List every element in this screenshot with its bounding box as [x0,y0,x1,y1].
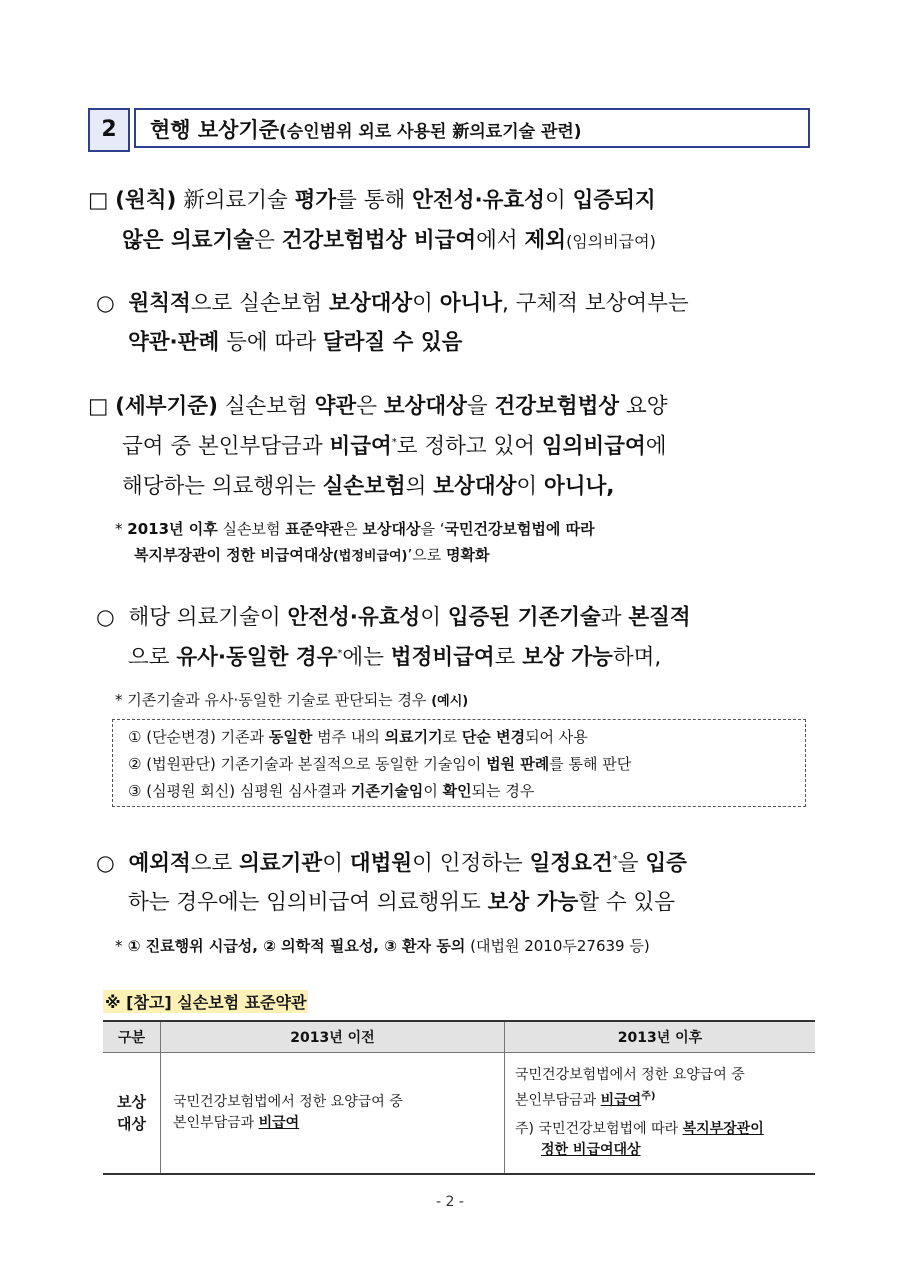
p1-em: 건강보험법상 비급여 [281,228,477,253]
note1-text: ’으로 [407,546,447,564]
p3-em: 보상대상 [383,394,467,419]
cell-text: 본인부담금과 [515,1092,601,1109]
page-number: - 2 - [436,1194,464,1210]
p5-em: 입증 [645,851,687,876]
p3-em: 비급여 [329,434,392,459]
row-head-line: 보상 [117,1093,146,1111]
p4-em: 입증된 기존기술 [447,605,601,630]
p5-text: 할 수 있음 [578,890,675,915]
p4-text: 으로 [128,645,177,670]
p5-text: 하는 경우에는 임의비급여 의료행위도 [128,890,488,915]
p3-text: 로 정하고 있어 [396,434,542,459]
section-title-main: 현행 보상기준 [150,118,280,142]
p1-em: 안전성·유효성 [412,188,545,213]
p3-text: 급여 중 본인부담금과 [122,434,330,459]
note2 [115,689,468,710]
note1-line2 [134,544,490,565]
section-title [134,108,810,148]
ex-text: 되어 사용 [525,728,588,746]
note1-em: 2013년 이후 [127,520,218,538]
footnote-star: * [391,436,397,448]
section-number: 2 [88,108,130,152]
note1-em: 표준약관 [285,520,344,538]
example-item-1 [128,726,588,747]
p5-em: 예외적 [128,851,191,876]
p2-em: 보상대상 [329,291,413,316]
p3-line3 [122,469,614,500]
p3-text: 의 [405,474,434,499]
p2-text: 이 [412,291,440,316]
p1-paren: (임의비급여) [566,232,656,251]
table-header-cell: 구분 [103,1021,161,1053]
p4-text: 과 [600,605,629,630]
ex-text: 로 [442,728,462,746]
p5-line2 [128,885,675,916]
p5-text: 으로 [190,851,240,876]
p3-label: (세부기준) [115,394,218,419]
table-cell-before [161,1053,505,1175]
p5-em: 대법원 [349,851,413,876]
footnote-star: * [612,853,618,865]
p1-text: 에서 [476,228,525,253]
p3-line2 [122,429,667,460]
note1-em: 복지부장관이 정한 비급여대상 [134,546,333,564]
ex-em: 단순 변경 [461,728,526,746]
p1-text: 이 [544,188,573,213]
note1-paren: (법정비급여) [332,549,408,564]
example-item-2 [128,753,631,774]
p3-em: 임의비급여 [541,434,646,459]
ex-em: 동일한 [268,728,313,746]
p4-em: 유사·동일한 경우 [176,645,338,670]
ex-em: 확인 [442,782,472,800]
ex-em: 법원 판례 [486,755,550,773]
table-row-head [103,1053,161,1175]
section-title-sub: (승인범위 외로 사용된 新의료기술 관련) [279,122,582,142]
p1-label: (원칙) [115,188,177,213]
cell-underline: 정한 비급여대상 [541,1142,641,1159]
p5-text: 을 [617,851,646,876]
p4-text: 이 [420,605,448,630]
p2-line1 [96,286,689,317]
p1-text: 를 통해 [336,188,413,213]
note1-text: 을 ‘ [420,520,445,538]
note3-text: (대법원 2010두27639 등) [465,937,650,955]
cell-line [173,1113,503,1134]
note-star: * [115,520,123,538]
table-row [103,1053,815,1175]
note1-text: 은 [343,520,363,538]
reference-title: ※ [참고] 실손보험 표준약관 [103,990,308,1013]
p2-text: 등에 따라 [219,330,323,355]
example-item-3 [128,780,534,801]
p1-line1 [88,183,656,214]
p1-em: 입증되지 [572,188,656,213]
ex-text: ① (단순변경) 기존과 [128,728,269,746]
p4-line1 [96,600,691,631]
ex-text: 범주 내의 [312,728,385,746]
note3 [115,935,650,956]
p4-em: 법정비급여 [390,645,495,670]
p4-em: 안전성·유효성 [287,605,421,630]
p1-em: 않은 의료기술 [122,228,255,253]
p3-text: 실손보험 [217,394,315,419]
row-head-line: 대상 [117,1115,146,1133]
p3-em: 아니나, [543,474,615,499]
p2-text: 으로 실손보험 [190,291,330,316]
p5-em: 의료기관 [239,851,323,876]
p3-line1 [88,389,668,420]
p5-em: 일정요건 [529,851,613,876]
table-header-cell: 2013년 이전 [161,1021,505,1053]
p1-text: 은 [254,228,282,253]
cell-text: 본인부담금과 [173,1115,259,1131]
note1-em: 국민건강보험법에 따라 [444,520,595,538]
cell-line: 국민건강보험법에서 정한 요양급여 중 [515,1066,745,1083]
cell-underline: 비급여 [258,1115,300,1131]
p4-em: 보상 가능 [522,645,613,670]
circle-bullet: ○ [96,605,115,630]
p2-em: 원칙적 [128,291,191,316]
ex-em: 의료기기 [384,728,443,746]
reference-table [103,1020,815,1175]
note1-text: 실손보험 [217,520,286,538]
note1-em: 보상대상 [362,520,421,538]
p1-text: 新의료기술 [176,188,295,213]
square-bullet: □ [88,188,109,213]
p1-em: 제외 [524,228,567,253]
ex-text: 를 통해 판단 [549,755,632,773]
footnote-star: * [337,647,343,659]
cell-line [515,1119,814,1140]
p3-text: 은 [356,394,384,419]
p4-text: 로 [494,645,523,670]
p2-em: 아니나 [439,291,503,316]
ex-em: 기존기술임 [350,782,424,800]
p3-em: 실손보험 [322,474,406,499]
p5-text: 이 인정하는 [412,851,530,876]
ex-text: 이 [423,782,443,800]
ex-text: 되는 경우 [471,782,535,800]
p3-text: 요양 [619,394,668,419]
note1-line1 [115,518,595,539]
p1-line2 [122,223,656,254]
cell-underline: 비급여 [600,1092,642,1109]
p3-text: 해당하는 의료행위는 [122,474,323,499]
note2-text: * 기존기술과 유사·동일한 기술로 판단되는 경우 [115,691,432,709]
cell-underline: 복지부장관이 [682,1121,764,1138]
table-cell-after [505,1053,816,1175]
circle-bullet: ○ [96,291,115,316]
p1-em: 평가 [294,188,337,213]
table-header-row [103,1021,815,1053]
cell-sup: 주) [641,1090,656,1102]
p2-em: 약관·판례 [128,330,220,355]
ex-text: ② (법원판단) 기존기술과 본질적으로 동일한 기술임이 [128,755,487,773]
p5-em: 보상 가능 [487,890,579,915]
p3-text: 에 [645,434,667,459]
cell-line [515,1086,814,1112]
note1-em: 명확화 [446,546,490,564]
p4-text: 해당 의료기술이 [128,605,288,630]
p5-text: 이 [322,851,350,876]
cell-line [515,1140,814,1161]
circle-bullet: ○ [96,851,115,876]
p3-em: 약관 [314,394,357,419]
p4-em: 본질적 [628,605,691,630]
p3-em: 건강보험법상 [494,394,620,419]
p3-text: 이 [516,474,544,499]
note3-em: ① 진료행위 시급성, ② 의학적 필요성, ③ 환자 동의 [122,937,466,955]
note-star: * [115,937,123,955]
p4-text: 에는 [342,645,391,670]
cell-text: 주) 국민건강보험법에 따라 [515,1121,683,1138]
p5-line1 [96,846,687,877]
p2-line2 [128,325,462,356]
note2-tag: (예시) [431,694,469,709]
table-header-cell: 2013년 이후 [505,1021,816,1053]
square-bullet: □ [88,394,109,419]
p3-em: 보상대상 [433,474,517,499]
p4-line2 [128,640,661,671]
ex-text: ③ (심평원 회신) 심평원 심사결과 [128,782,351,800]
p4-text: 하며, [612,645,662,670]
p3-text: 을 [466,394,495,419]
cell-line: 국민건강보험법에서 정한 요양급여 중 [173,1094,403,1110]
p2-em: 달라질 수 있음 [322,330,463,355]
p2-text: , 구체적 보상여부는 [502,291,689,316]
